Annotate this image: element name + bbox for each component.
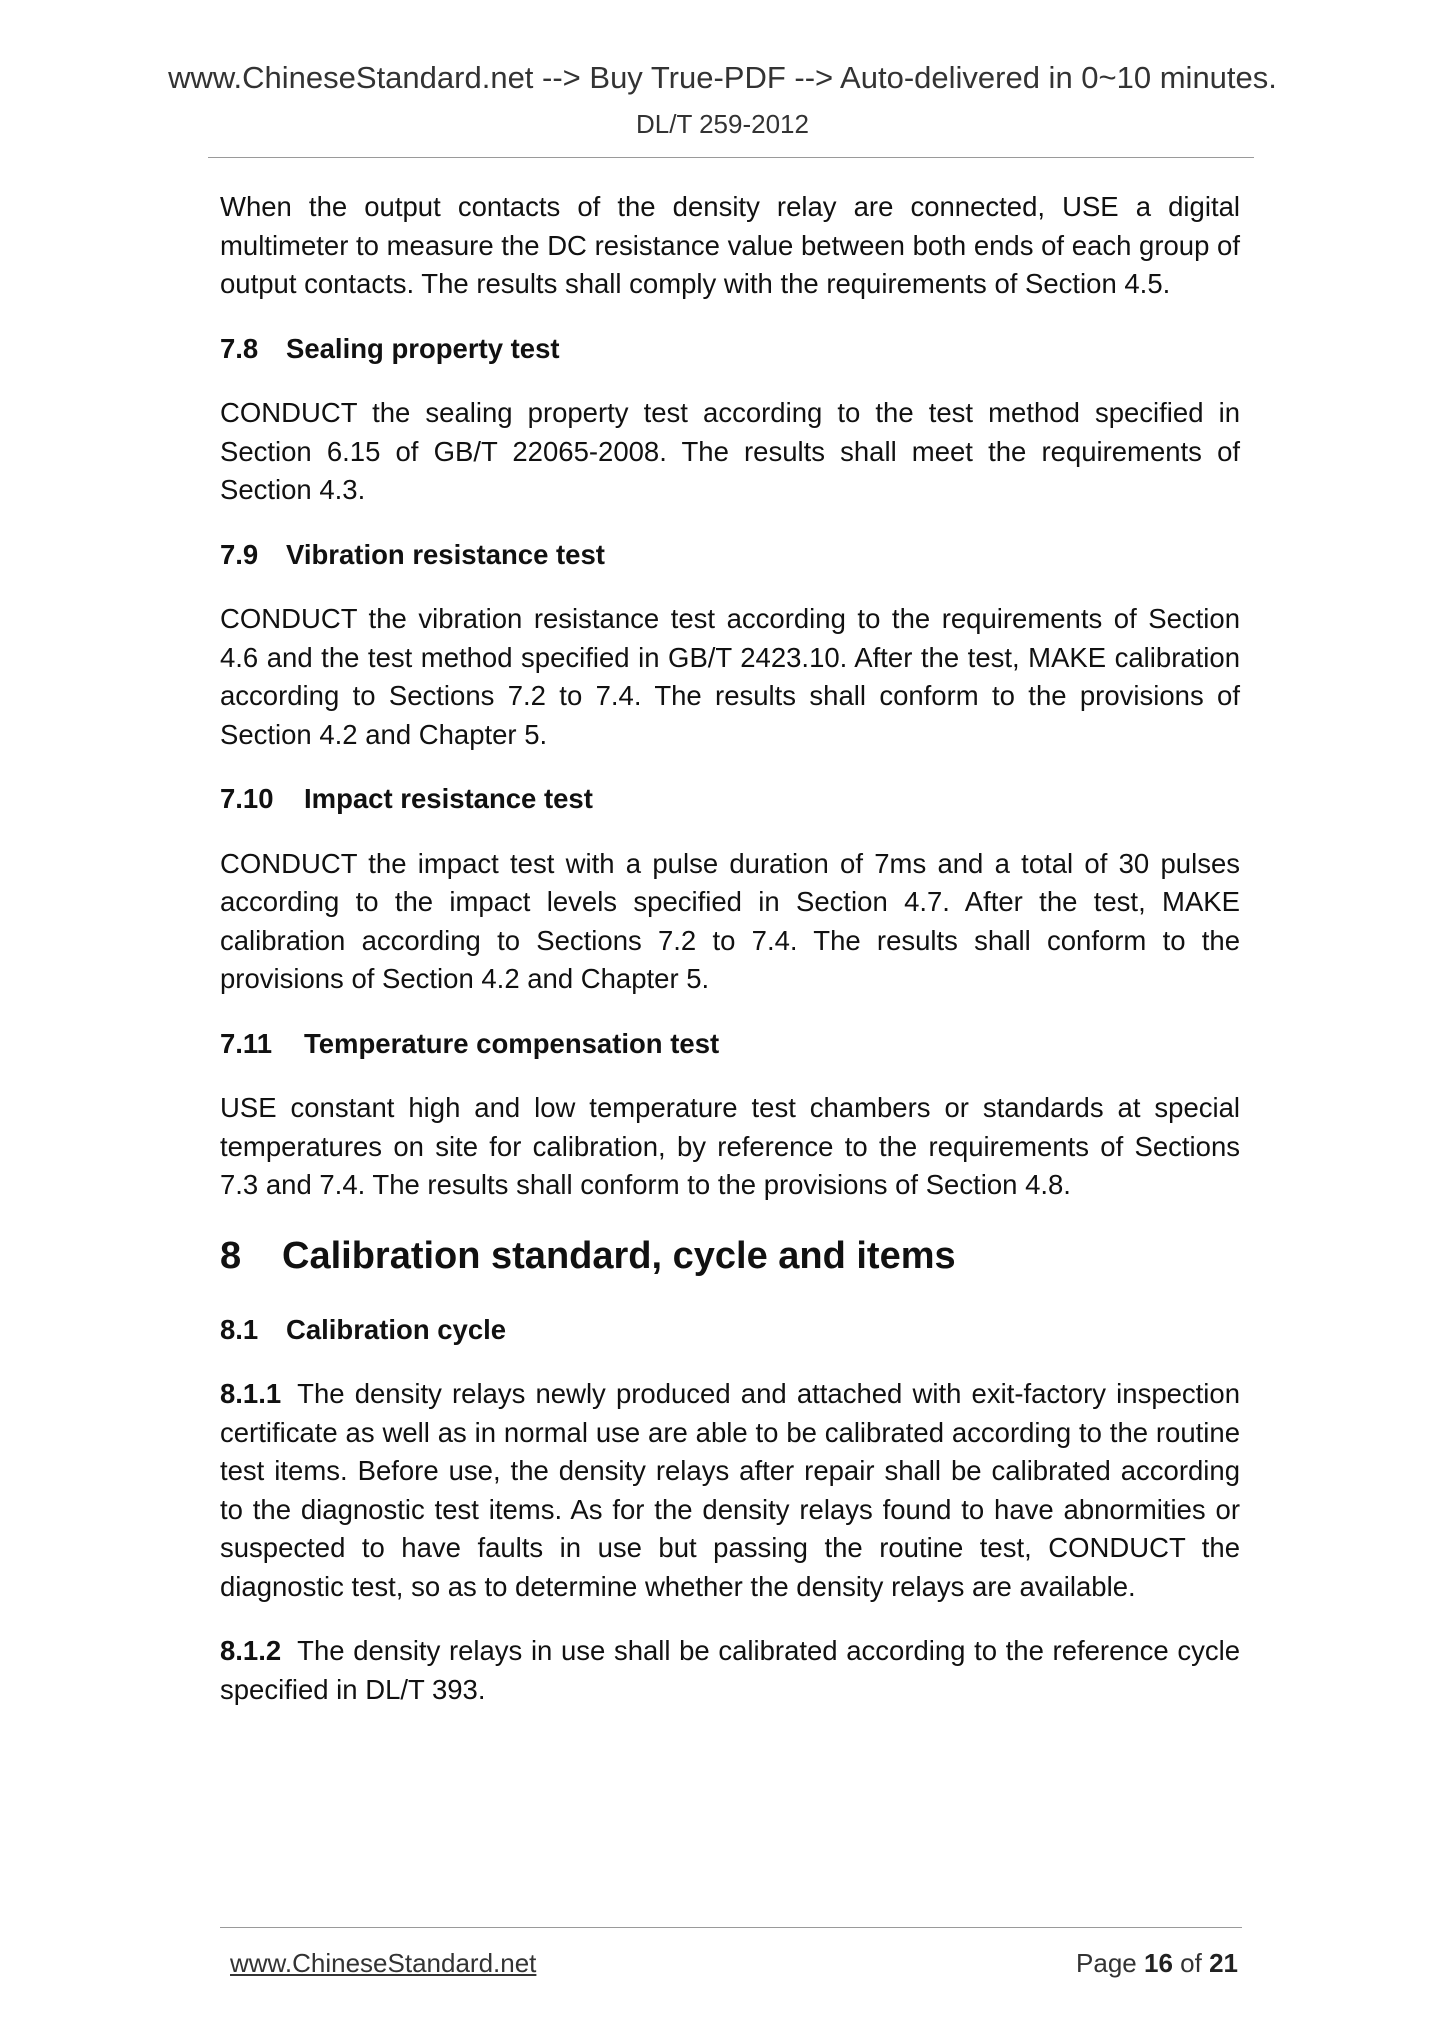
header-banner: www.ChineseStandard.net --> Buy True-PDF --> Auto-delivered in 0~10 minutes.: [168, 60, 1277, 95]
section-7-8-heading: [220, 330, 1240, 369]
clause-text: The density relays newly produced and attached with exit-factory inspection certificate as well as in normal use are able to be calibrated according to the routine test items. Before use, the density relays after repair shall be calibrated according to the diagnostic test items. As for the density relays found to have abnormities or suspected to have faults in use but passing the routine test, CONDUCT the diagnostic test, so as to determine whether the density relays are available.: [220, 1378, 1240, 1602]
clause-number: 8.1.1: [220, 1378, 282, 1409]
section-number: 8.1: [220, 1313, 259, 1345]
section-7-9-heading: [220, 536, 1240, 575]
header-divider: [208, 157, 1254, 158]
clause-text: The density relays in use shall be calibrated according to the reference cycle specified in DL/T 393.: [220, 1635, 1240, 1705]
clause-number: 8.1.2: [220, 1635, 282, 1666]
section-number: 7.9: [220, 538, 259, 570]
section-8-1-heading: [220, 1311, 1240, 1350]
page-indicator: [1076, 1946, 1238, 1980]
section-title: Temperature compensation test: [304, 1027, 720, 1059]
footer-site-link[interactable]: www.ChineseStandard.net: [230, 1948, 537, 1978]
section-title: Vibration resistance test: [286, 538, 605, 570]
section-7-9-text: CONDUCT the vibration resistance test according to the requirements of Section 4.6 and the test method specified in GB/T 2423.10. After the test, MAKE calibration according to Sections 7.2 to 7.4. The results shall conform to the provisions of Section 4.2 and Chapter 5.: [220, 603, 1240, 750]
section-7-8-text: CONDUCT the sealing property test according to the test method specified in Section 6.15 of GB/T 22065-2008. The results shall meet the requirements of Section 4.3.: [220, 397, 1240, 505]
page-of-label: of: [1180, 1948, 1202, 1978]
section-7-10-text: CONDUCT the impact test with a pulse duration of 7ms and a total of 30 pulses according to the impact levels specified in Section 4.7. After the test, MAKE calibration according to Sections 7.2 to 7.4. The results shall conform to the provisions of Section 4.2 and Chapter 5.: [220, 847, 1240, 994]
section-number: 7.8: [220, 332, 259, 364]
chapter-8-heading: [220, 1231, 1240, 1281]
current-page-number: 16: [1144, 1948, 1173, 1978]
clause-8-1-1: [220, 1375, 1240, 1606]
section-title: Sealing property test: [286, 332, 560, 364]
section-title: Impact resistance test: [304, 783, 593, 814]
section-7-10-heading: [220, 780, 1240, 819]
section-number: 7.11: [220, 1027, 273, 1059]
section-7-11-text: USE constant high and low temperature test chambers or standards at special temperatures on site for calibration, by reference to the requirements of Sections 7.3 and 7.4. The results shall conform to the provisions of Section 4.8.: [220, 1092, 1240, 1200]
page-label: Page: [1076, 1948, 1137, 1978]
intro-paragraph: When the output contacts of the density relay are connected, USE a digital multimeter to measure the DC resistance value between both ends of each group of output contacts. The results shall comply with the requirements of Section 4.5.: [220, 191, 1240, 299]
page-content: [220, 188, 1240, 1735]
chapter-number: 8: [220, 1234, 242, 1277]
total-pages-number: 21: [1209, 1948, 1238, 1978]
section-7-11-heading: [220, 1025, 1240, 1064]
document-number: DL/T 259-2012: [636, 109, 809, 139]
section-title: Calibration cycle: [286, 1313, 507, 1345]
footer-divider: [220, 1927, 1242, 1928]
clause-8-1-2: [220, 1632, 1240, 1709]
section-number: 7.10: [220, 783, 274, 814]
chapter-title: Calibration standard, cycle and items: [282, 1234, 956, 1277]
